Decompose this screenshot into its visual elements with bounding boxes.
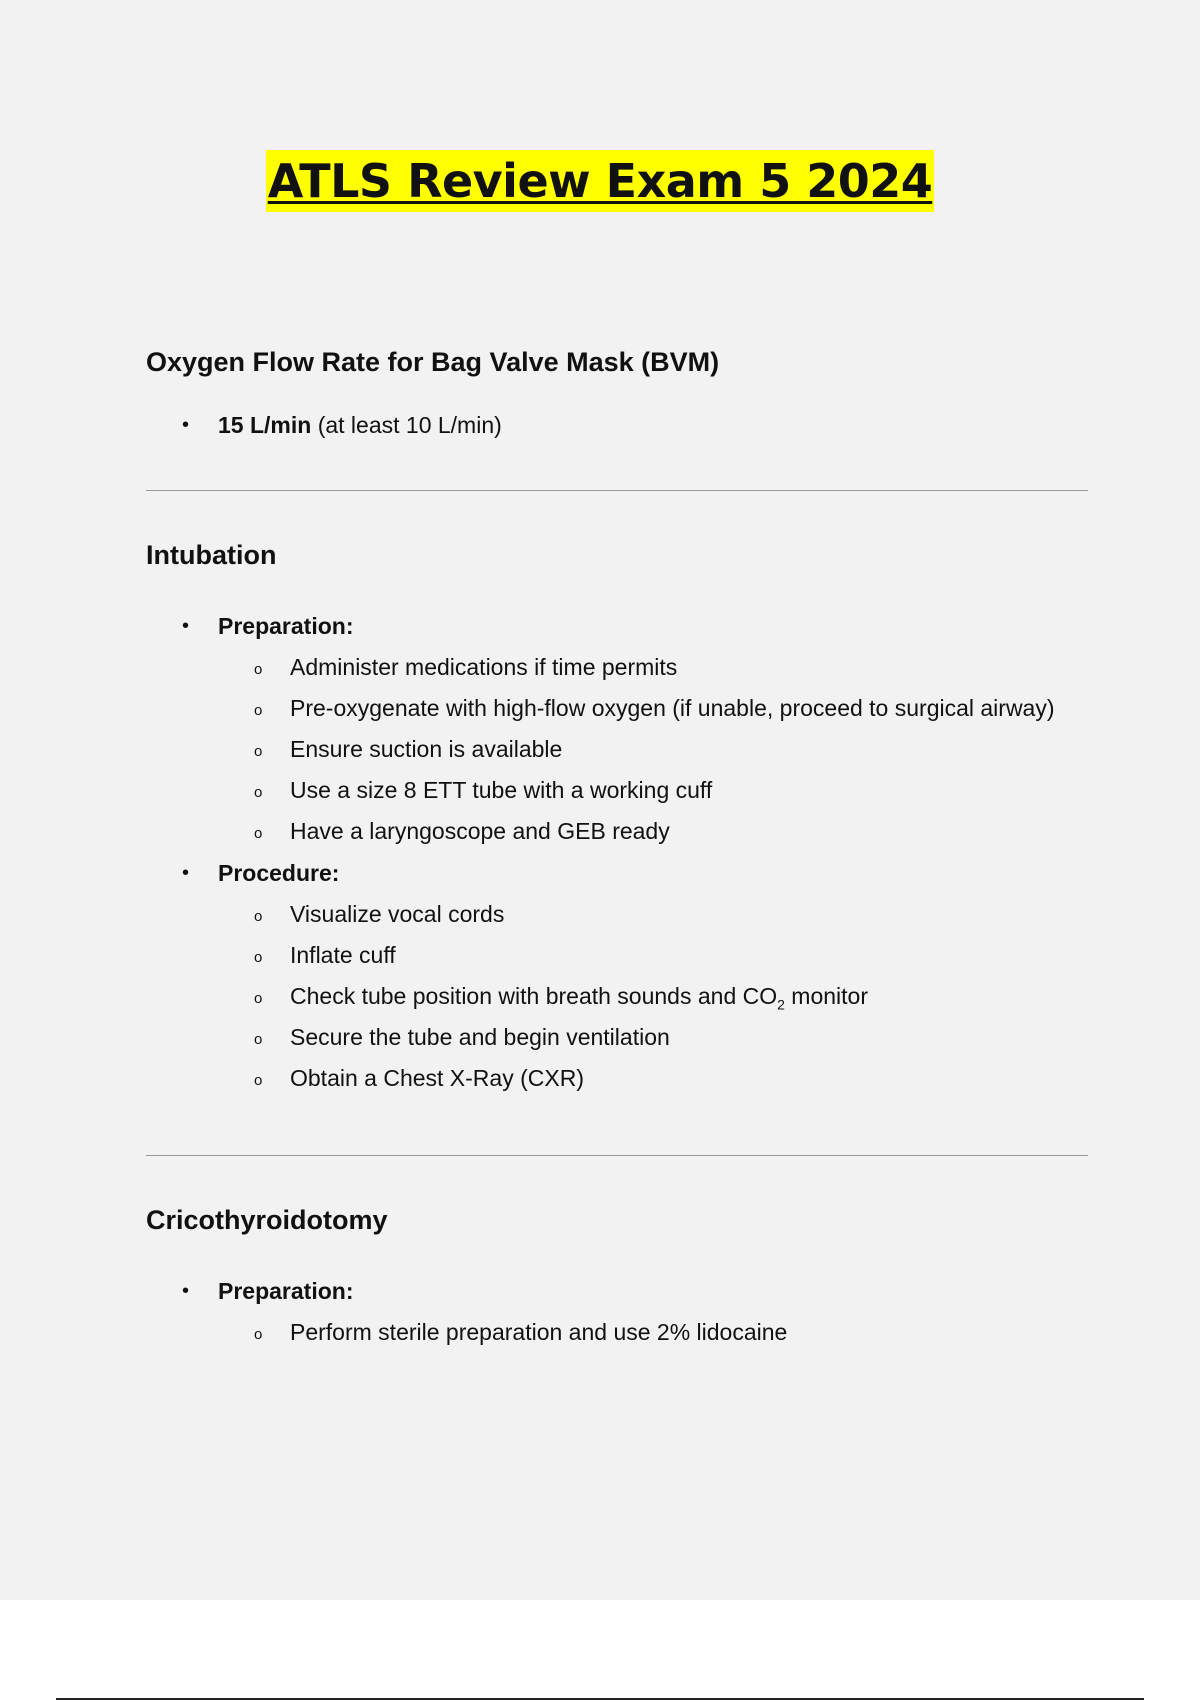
list-item xyxy=(218,1058,1088,1099)
bullet-icon: • xyxy=(182,1280,190,1302)
section-cricothyroidotomy xyxy=(146,1198,1088,1353)
list-item-text: Perform sterile preparation and use 2% lidocaine xyxy=(290,1319,788,1345)
circle-bullet-icon: o xyxy=(254,1072,263,1089)
list-item xyxy=(218,1312,1088,1353)
list-item-preparation xyxy=(146,605,1088,852)
list-item-text: Visualize vocal cords xyxy=(290,901,505,927)
list-item-preparation xyxy=(146,1270,1088,1353)
circle-bullet-icon: o xyxy=(254,661,263,678)
circle-bullet-icon: o xyxy=(254,990,263,1007)
list-item-text: Ensure suction is available xyxy=(290,736,563,762)
list-item xyxy=(218,688,1088,729)
intubation-procedure-list xyxy=(218,894,1088,1099)
section-heading-oxygen: Oxygen Flow Rate for Bag Valve Mask (BVM) xyxy=(146,347,720,377)
circle-bullet-icon: o xyxy=(254,908,263,925)
title-wrapper xyxy=(0,150,1200,212)
list-item xyxy=(218,729,1088,770)
section-heading-cricothyroidotomy: Cricothyroidotomy xyxy=(146,1205,388,1235)
bullet-icon: • xyxy=(182,615,190,637)
cricothyroidotomy-list xyxy=(146,1270,1088,1353)
intubation-preparation-list xyxy=(218,647,1088,852)
list-item-text: Obtain a Chest X-Ray (CXR) xyxy=(290,1065,584,1091)
section-divider xyxy=(146,1155,1088,1156)
list-item xyxy=(218,647,1088,688)
list-item xyxy=(146,404,1088,446)
bullet-icon: • xyxy=(182,862,190,884)
list-item-text: Check tube position with breath sounds and CO xyxy=(290,983,778,1009)
list-item xyxy=(218,1017,1088,1058)
list-item-procedure xyxy=(146,852,1088,1099)
list-item-text: Secure the tube and begin ventilation xyxy=(290,1024,670,1050)
oxygen-list xyxy=(146,404,1088,446)
section-divider xyxy=(146,490,1088,491)
section-oxygen-flow xyxy=(146,340,1088,446)
co2-suffix: monitor xyxy=(784,983,869,1009)
procedure-label: Procedure: xyxy=(218,860,340,886)
document-title: ATLS Review Exam 5 2024 xyxy=(266,150,935,212)
circle-bullet-icon: o xyxy=(254,1326,263,1343)
list-item-text: Pre-oxygenate with high-flow oxygen (if unable, proceed to surgical airway) xyxy=(290,695,1055,721)
cricothyroidotomy-preparation-list xyxy=(218,1312,1088,1353)
oxygen-rate-value: 15 L/min xyxy=(218,412,312,438)
list-item xyxy=(218,935,1088,976)
circle-bullet-icon: o xyxy=(254,702,263,719)
list-item xyxy=(218,770,1088,811)
circle-bullet-icon: o xyxy=(254,1031,263,1048)
preparation-label: Preparation: xyxy=(218,1278,354,1304)
list-item-text: Have a laryngoscope and GEB ready xyxy=(290,818,670,844)
list-item xyxy=(218,811,1088,852)
intubation-list xyxy=(146,605,1088,1099)
circle-bullet-icon: o xyxy=(254,949,263,966)
bullet-icon: • xyxy=(182,414,190,436)
co2-subscript: 2 xyxy=(777,996,785,1013)
document-content xyxy=(146,340,1088,1353)
list-item-text: Use a size 8 ETT tube with a working cuff xyxy=(290,777,713,803)
preparation-label: Preparation: xyxy=(218,613,354,639)
circle-bullet-icon: o xyxy=(254,743,263,760)
circle-bullet-icon: o xyxy=(254,825,263,842)
list-item xyxy=(218,894,1088,935)
circle-bullet-icon: o xyxy=(254,784,263,801)
section-intubation xyxy=(146,533,1088,1099)
list-item-text: Administer medications if time permits xyxy=(290,654,678,680)
list-item-text: Inflate cuff xyxy=(290,942,396,968)
list-item xyxy=(218,976,1088,1017)
section-heading-intubation: Intubation xyxy=(146,540,277,570)
oxygen-rate-note: (at least 10 L/min) xyxy=(311,412,502,438)
